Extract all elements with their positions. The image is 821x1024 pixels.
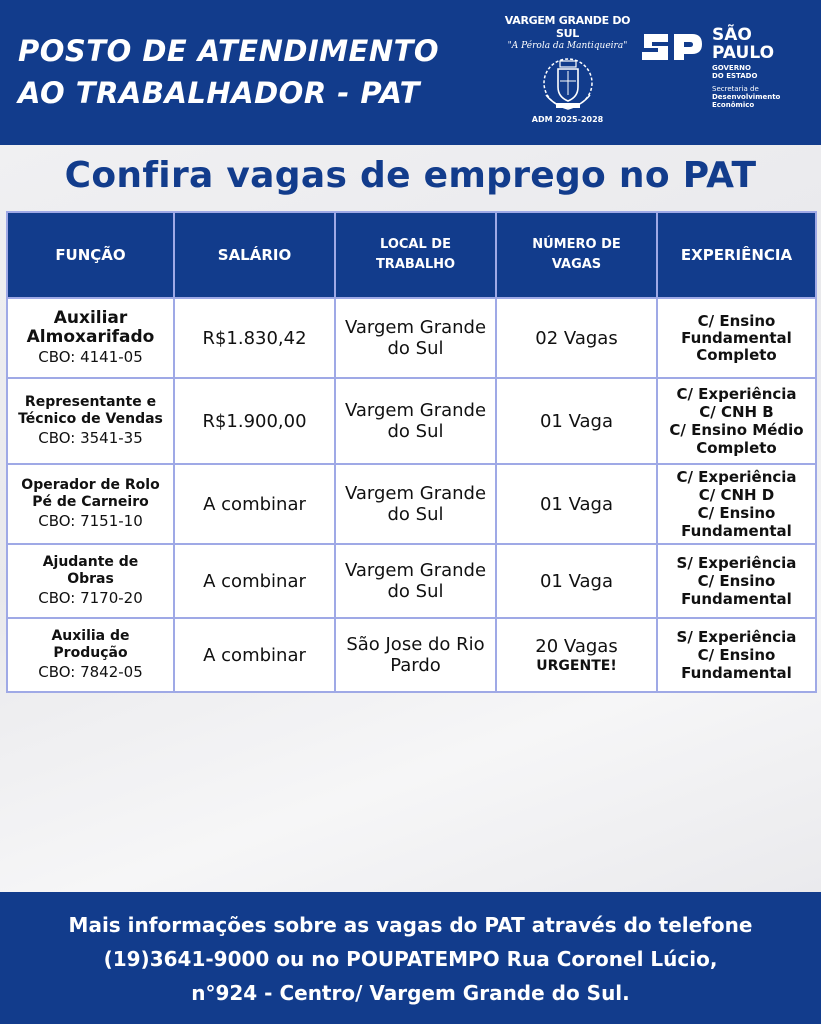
table-row xyxy=(7,378,816,464)
funcao-line2: Almoxarifado xyxy=(26,326,155,347)
cell-experiencia xyxy=(657,298,816,378)
footer-line2: (19)3641-9000 ou no POUPATEMPO Rua Coronel Lúcio, xyxy=(103,947,718,971)
city-motto: "A Pérola da Mantiqueira" xyxy=(507,41,628,51)
table-row xyxy=(7,618,816,692)
local-line1: São Jose do Rio xyxy=(346,634,485,655)
table-header-row xyxy=(7,212,816,298)
exp-line: C/ Ensino Médio xyxy=(669,421,804,439)
page-title: Confira vagas de emprego no PAT xyxy=(64,155,757,196)
exp-line: S/ Experiência xyxy=(676,554,797,572)
header-vagas-line2: VAGAS xyxy=(551,257,602,272)
cell-experiencia xyxy=(657,378,816,464)
local-line1: Vargem Grande xyxy=(344,560,487,581)
funcao-line2: Pé de Carneiro xyxy=(32,493,149,510)
job-vacancies-table xyxy=(6,211,817,693)
exp-line: Fundamental xyxy=(681,328,792,347)
cell-vagas xyxy=(496,618,657,692)
funcao-line1: Representante e xyxy=(24,393,157,410)
cbo-code: CBO: 4141-05 xyxy=(38,347,143,366)
coat-of-arms-icon xyxy=(540,55,596,113)
vagas-count: 20 Vagas xyxy=(535,635,618,657)
page-header-title xyxy=(18,30,498,114)
table-row xyxy=(7,298,816,378)
funcao-line2: Produção xyxy=(53,644,128,661)
cell-local xyxy=(335,464,496,544)
table-row xyxy=(7,544,816,618)
funcao-line2: Técnico de Vendas xyxy=(18,410,163,427)
exp-line: C/ Ensino xyxy=(697,504,776,522)
header-vagas xyxy=(496,212,657,298)
local-line1: Vargem Grande xyxy=(344,483,487,504)
city-name: VARGEM GRANDE DO SUL xyxy=(504,14,631,40)
exp-line: Completo xyxy=(696,439,777,457)
gov-line2: DO ESTADO xyxy=(712,72,758,80)
funcao-line1: Ajudante de xyxy=(42,553,139,570)
state-secretariat xyxy=(712,85,780,109)
exp-line: Fundamental xyxy=(681,590,792,608)
cbo-code: CBO: 3541-35 xyxy=(38,428,143,447)
exp-line: S/ Experiência xyxy=(676,628,797,646)
local-line1: Vargem Grande xyxy=(344,317,487,338)
cell-funcao xyxy=(7,298,174,378)
sec-line2: Desenvolvimento xyxy=(712,93,781,101)
table-row xyxy=(7,464,816,544)
cell-local xyxy=(335,618,496,692)
city-crest xyxy=(500,14,635,132)
local-line1: Vargem Grande xyxy=(344,400,487,421)
funcao-line1: Auxiliar xyxy=(53,307,128,328)
header-experiencia: EXPERIÊNCIA xyxy=(657,212,816,298)
local-line2: do Sul xyxy=(387,338,444,359)
header-banner xyxy=(0,0,821,145)
cell-salario: A combinar xyxy=(174,618,335,692)
exp-line: Fundamental xyxy=(681,522,792,540)
state-government xyxy=(712,64,757,80)
header-vagas-line1: NÚMERO DE xyxy=(532,237,621,252)
cell-local xyxy=(335,544,496,618)
local-line2: do Sul xyxy=(387,421,444,442)
exp-line: C/ Experiência xyxy=(676,468,797,486)
cell-salario: A combinar xyxy=(174,464,335,544)
state-name-line1: SÃO xyxy=(712,25,752,45)
sec-line3: Econômico xyxy=(712,101,755,109)
gov-line1: GOVERNO xyxy=(712,64,751,72)
exp-line: C/ Ensino xyxy=(697,572,776,590)
cbo-code: CBO: 7842-05 xyxy=(38,662,143,681)
sao-paulo-logo xyxy=(640,24,810,124)
header-local xyxy=(335,212,496,298)
local-line2: Pardo xyxy=(390,655,441,676)
exp-line: C/ CNH D xyxy=(698,486,775,504)
cell-experiencia xyxy=(657,464,816,544)
cell-experiencia xyxy=(657,618,816,692)
cell-vagas: 02 Vagas xyxy=(496,298,657,378)
cell-experiencia xyxy=(657,544,816,618)
header-title-line2: AO TRABALHADOR - PAT xyxy=(18,76,420,110)
header-local-line1: LOCAL DE xyxy=(380,237,451,252)
local-line2: do Sul xyxy=(387,581,444,602)
state-name-line2: PAULO xyxy=(712,43,775,63)
cell-funcao xyxy=(7,378,174,464)
cell-salario: R$1.830,42 xyxy=(174,298,335,378)
exp-line: C/ CNH B xyxy=(699,403,774,421)
funcao-line1: Auxilia de xyxy=(51,627,130,644)
local-line2: do Sul xyxy=(387,504,444,525)
cell-vagas: 01 Vaga xyxy=(496,464,657,544)
exp-line: Fundamental xyxy=(681,664,792,682)
cell-local xyxy=(335,378,496,464)
funcao-line1: Operador de Rolo xyxy=(21,476,160,493)
exp-line: C/ Ensino xyxy=(697,646,776,664)
cell-local xyxy=(335,298,496,378)
cell-vagas: 01 Vaga xyxy=(496,544,657,618)
exp-line: C/ Ensino xyxy=(697,311,776,330)
footer-line3: n°924 - Centro/ Vargem Grande do Sul. xyxy=(191,981,630,1005)
sec-line1: Secretaria de xyxy=(712,85,759,93)
cell-salario: A combinar xyxy=(174,544,335,618)
urgent-badge: URGENTE! xyxy=(536,657,617,674)
cell-funcao xyxy=(7,464,174,544)
sp-state-icon xyxy=(640,30,706,64)
header-funcao: FUNÇÃO xyxy=(7,212,174,298)
cell-funcao xyxy=(7,544,174,618)
header-salario: SALÁRIO xyxy=(174,212,335,298)
exp-line: C/ Experiência xyxy=(676,385,797,403)
cell-vagas: 01 Vaga xyxy=(496,378,657,464)
header-title-line1: POSTO DE ATENDIMENTO xyxy=(18,34,440,68)
footer-info xyxy=(0,892,821,1024)
exp-line: Completo xyxy=(696,345,777,364)
cbo-code: CBO: 7151-10 xyxy=(38,511,143,530)
cell-salario: R$1.900,00 xyxy=(174,378,335,464)
cbo-code: CBO: 7170-20 xyxy=(38,588,143,607)
cell-funcao xyxy=(7,618,174,692)
admin-period: ADM 2025-2028 xyxy=(531,115,604,124)
state-name xyxy=(712,26,774,62)
footer-line1: Mais informações sobre as vagas do PAT através do telefone xyxy=(68,913,753,937)
header-local-line2: TRABALHO xyxy=(375,257,456,272)
funcao-line2: Obras xyxy=(67,570,114,587)
